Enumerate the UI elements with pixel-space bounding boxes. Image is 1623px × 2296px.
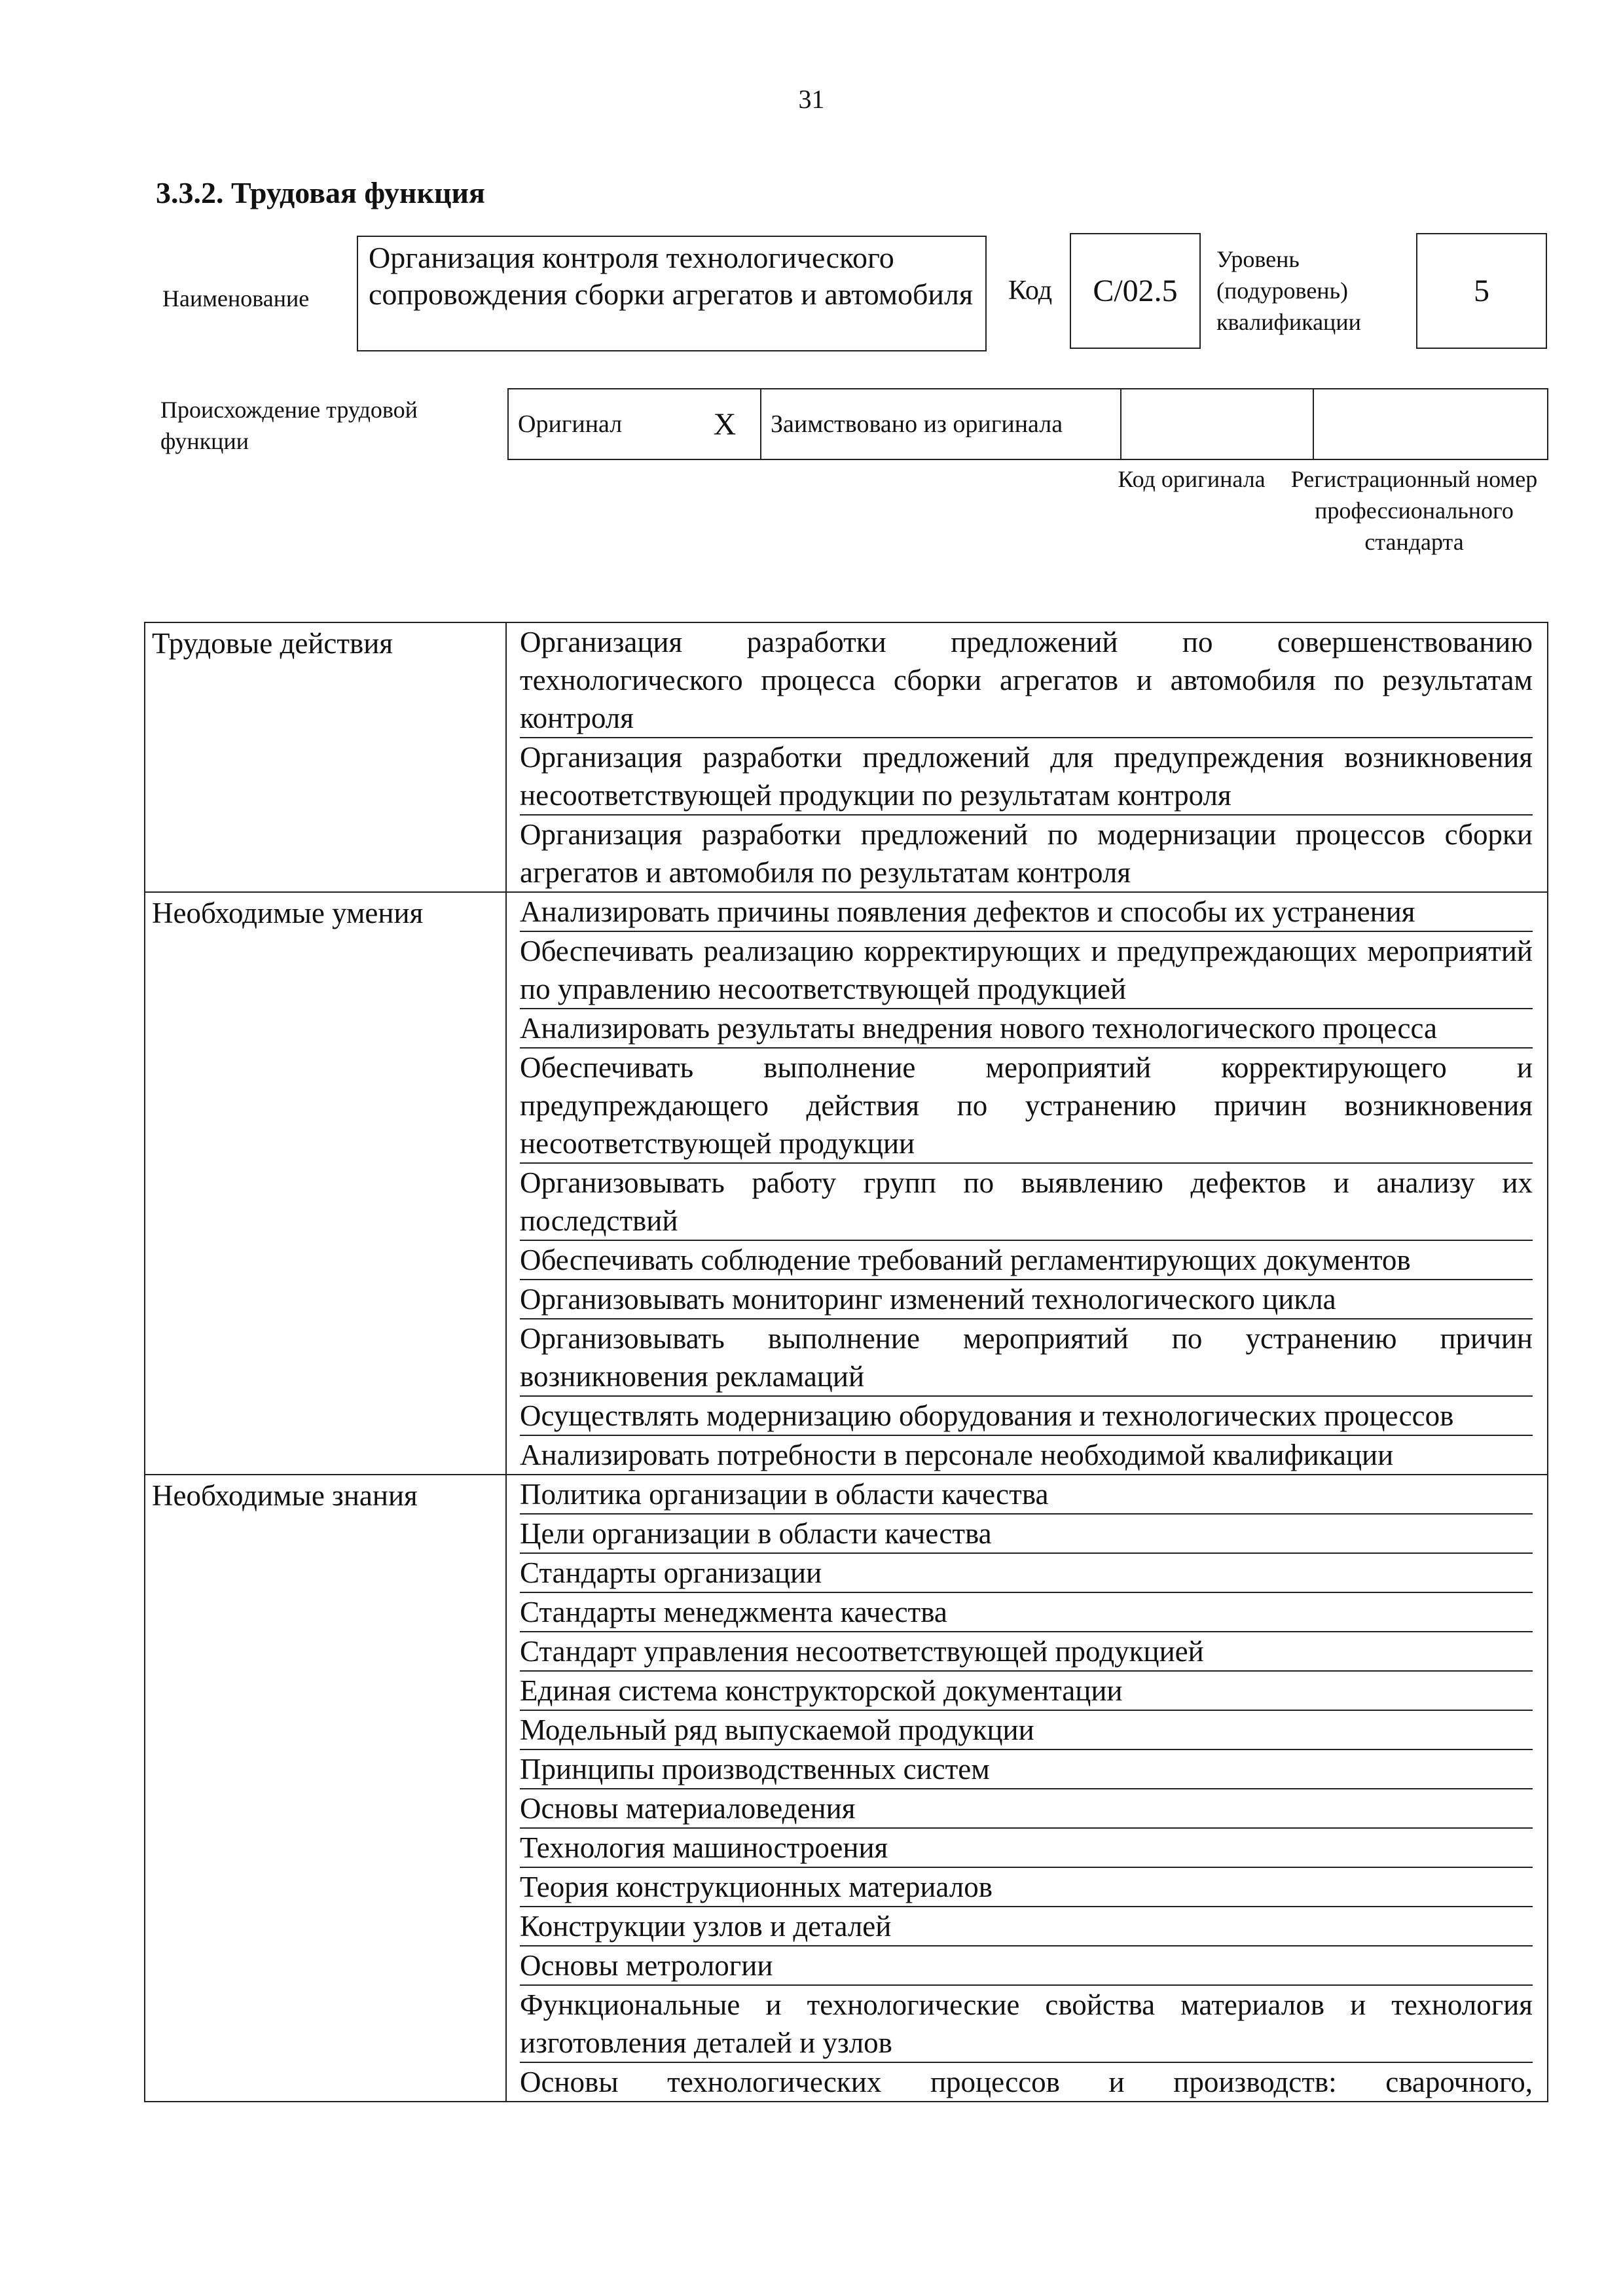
code-label: Код <box>1008 276 1053 306</box>
list-item: Анализировать причины появления дефектов и способы их устранения <box>520 893 1533 932</box>
table-row <box>145 892 1548 1475</box>
list-item: Осуществлять модернизацию оборудования и технологических процессов <box>520 1397 1533 1436</box>
table-row <box>145 622 1548 892</box>
list-item: Анализировать результаты внедрения нового технологического процесса <box>520 1009 1533 1049</box>
level-label: Уровень (подуровень) квалификации <box>1216 246 1361 335</box>
level-box: 5 <box>1416 233 1547 349</box>
list-item: Организация разработки предложений по совершенствованию технологического процесса сборки агрегатов и автомобиля по результатам контроля <box>520 623 1533 738</box>
knowledge-list <box>506 1475 1548 2102</box>
list-item: Теория конструкционных материалов <box>520 1868 1533 1907</box>
labor-actions-list <box>506 622 1548 892</box>
list-item: Стандарты организации <box>520 1554 1533 1593</box>
section-title-skills: Необходимые умения <box>145 892 506 1475</box>
list-item: Организация разработки предложений по модернизации процессов сборки агрегатов и автомобиля по результатам контроля <box>520 818 1533 889</box>
list-item: Политика организации в области качества <box>520 1475 1533 1515</box>
borrowed-label: Заимствовано из оригинала <box>761 389 1121 459</box>
page-number: 31 <box>798 84 825 114</box>
list-item: Цели организации в области качества <box>520 1515 1533 1554</box>
list-item: Технология машиностроения <box>520 1829 1533 1868</box>
list-item: Организация разработки предложений для предупреждения возникновения несоответствующей продукции по результатам контроля <box>520 738 1533 816</box>
name-label: Наименование <box>162 285 310 312</box>
code-caption: Код оригинала <box>1118 466 1266 492</box>
list-item: Обеспечивать реализацию корректирующих и предупреждающих мероприятий по управлению несоответствующей продукцией <box>520 932 1533 1009</box>
list-item: Организовывать выполнение мероприятий по устранению причин возникновения рекламаций <box>520 1319 1533 1397</box>
requirements-table <box>144 622 1548 2102</box>
list-item: Конструкции узлов и деталей <box>520 1907 1533 1946</box>
table-row <box>145 1475 1548 2102</box>
section-title: 3.3.2. Трудовая функция <box>156 176 485 209</box>
list-item: Стандарты менеджмента качества <box>520 1593 1533 1632</box>
list-item: Анализировать потребности в персонале необходимой квалификации <box>520 1439 1394 1471</box>
list-item: Основы технологических процессов и производств: сварочного, <box>520 2066 1533 2098</box>
list-item: Стандарт управления несоответствующей продукцией <box>520 1632 1533 1672</box>
list-item: Обеспечивать соблюдение требований регламентирующих документов <box>520 1241 1533 1280</box>
section-title-knowledge: Необходимые знания <box>145 1475 506 2102</box>
original-label: Оригинал <box>508 389 689 459</box>
section-title-labor-actions: Трудовые действия <box>145 622 506 892</box>
list-item: Единая система конструкторской документации <box>520 1672 1533 1711</box>
original-mark: X <box>689 389 761 459</box>
skills-list <box>506 892 1548 1475</box>
list-item: Организовывать мониторинг изменений технологического цикла <box>520 1280 1533 1319</box>
list-item: Принципы производственных систем <box>520 1750 1533 1789</box>
registration-caption: Регистрационный номер профессионального стандарта <box>1290 466 1538 555</box>
original-code-cell <box>1121 389 1313 459</box>
list-item: Основы материаловедения <box>520 1789 1533 1829</box>
registration-number-cell <box>1313 389 1548 459</box>
origin-label: Происхождение трудовой функции <box>160 397 418 454</box>
function-name-box: Организация контроля технологического сопровождения сборки агрегатов и автомобиля <box>357 236 987 351</box>
list-item: Функциональные и технологические свойства материалов и технология изготовления деталей и узлов <box>520 1986 1533 2063</box>
code-box: C/02.5 <box>1070 233 1201 349</box>
list-item: Организовывать работу групп по выявлению дефектов и анализу их последствий <box>520 1164 1533 1241</box>
origin-table <box>507 388 1548 460</box>
list-item: Модельный ряд выпускаемой продукции <box>520 1711 1533 1750</box>
list-item: Обеспечивать выполнение мероприятий корректирующего и предупреждающего действия по устранению причин возникновения несоответствующей продукции <box>520 1049 1533 1164</box>
list-item: Основы метрологии <box>520 1946 1533 1986</box>
